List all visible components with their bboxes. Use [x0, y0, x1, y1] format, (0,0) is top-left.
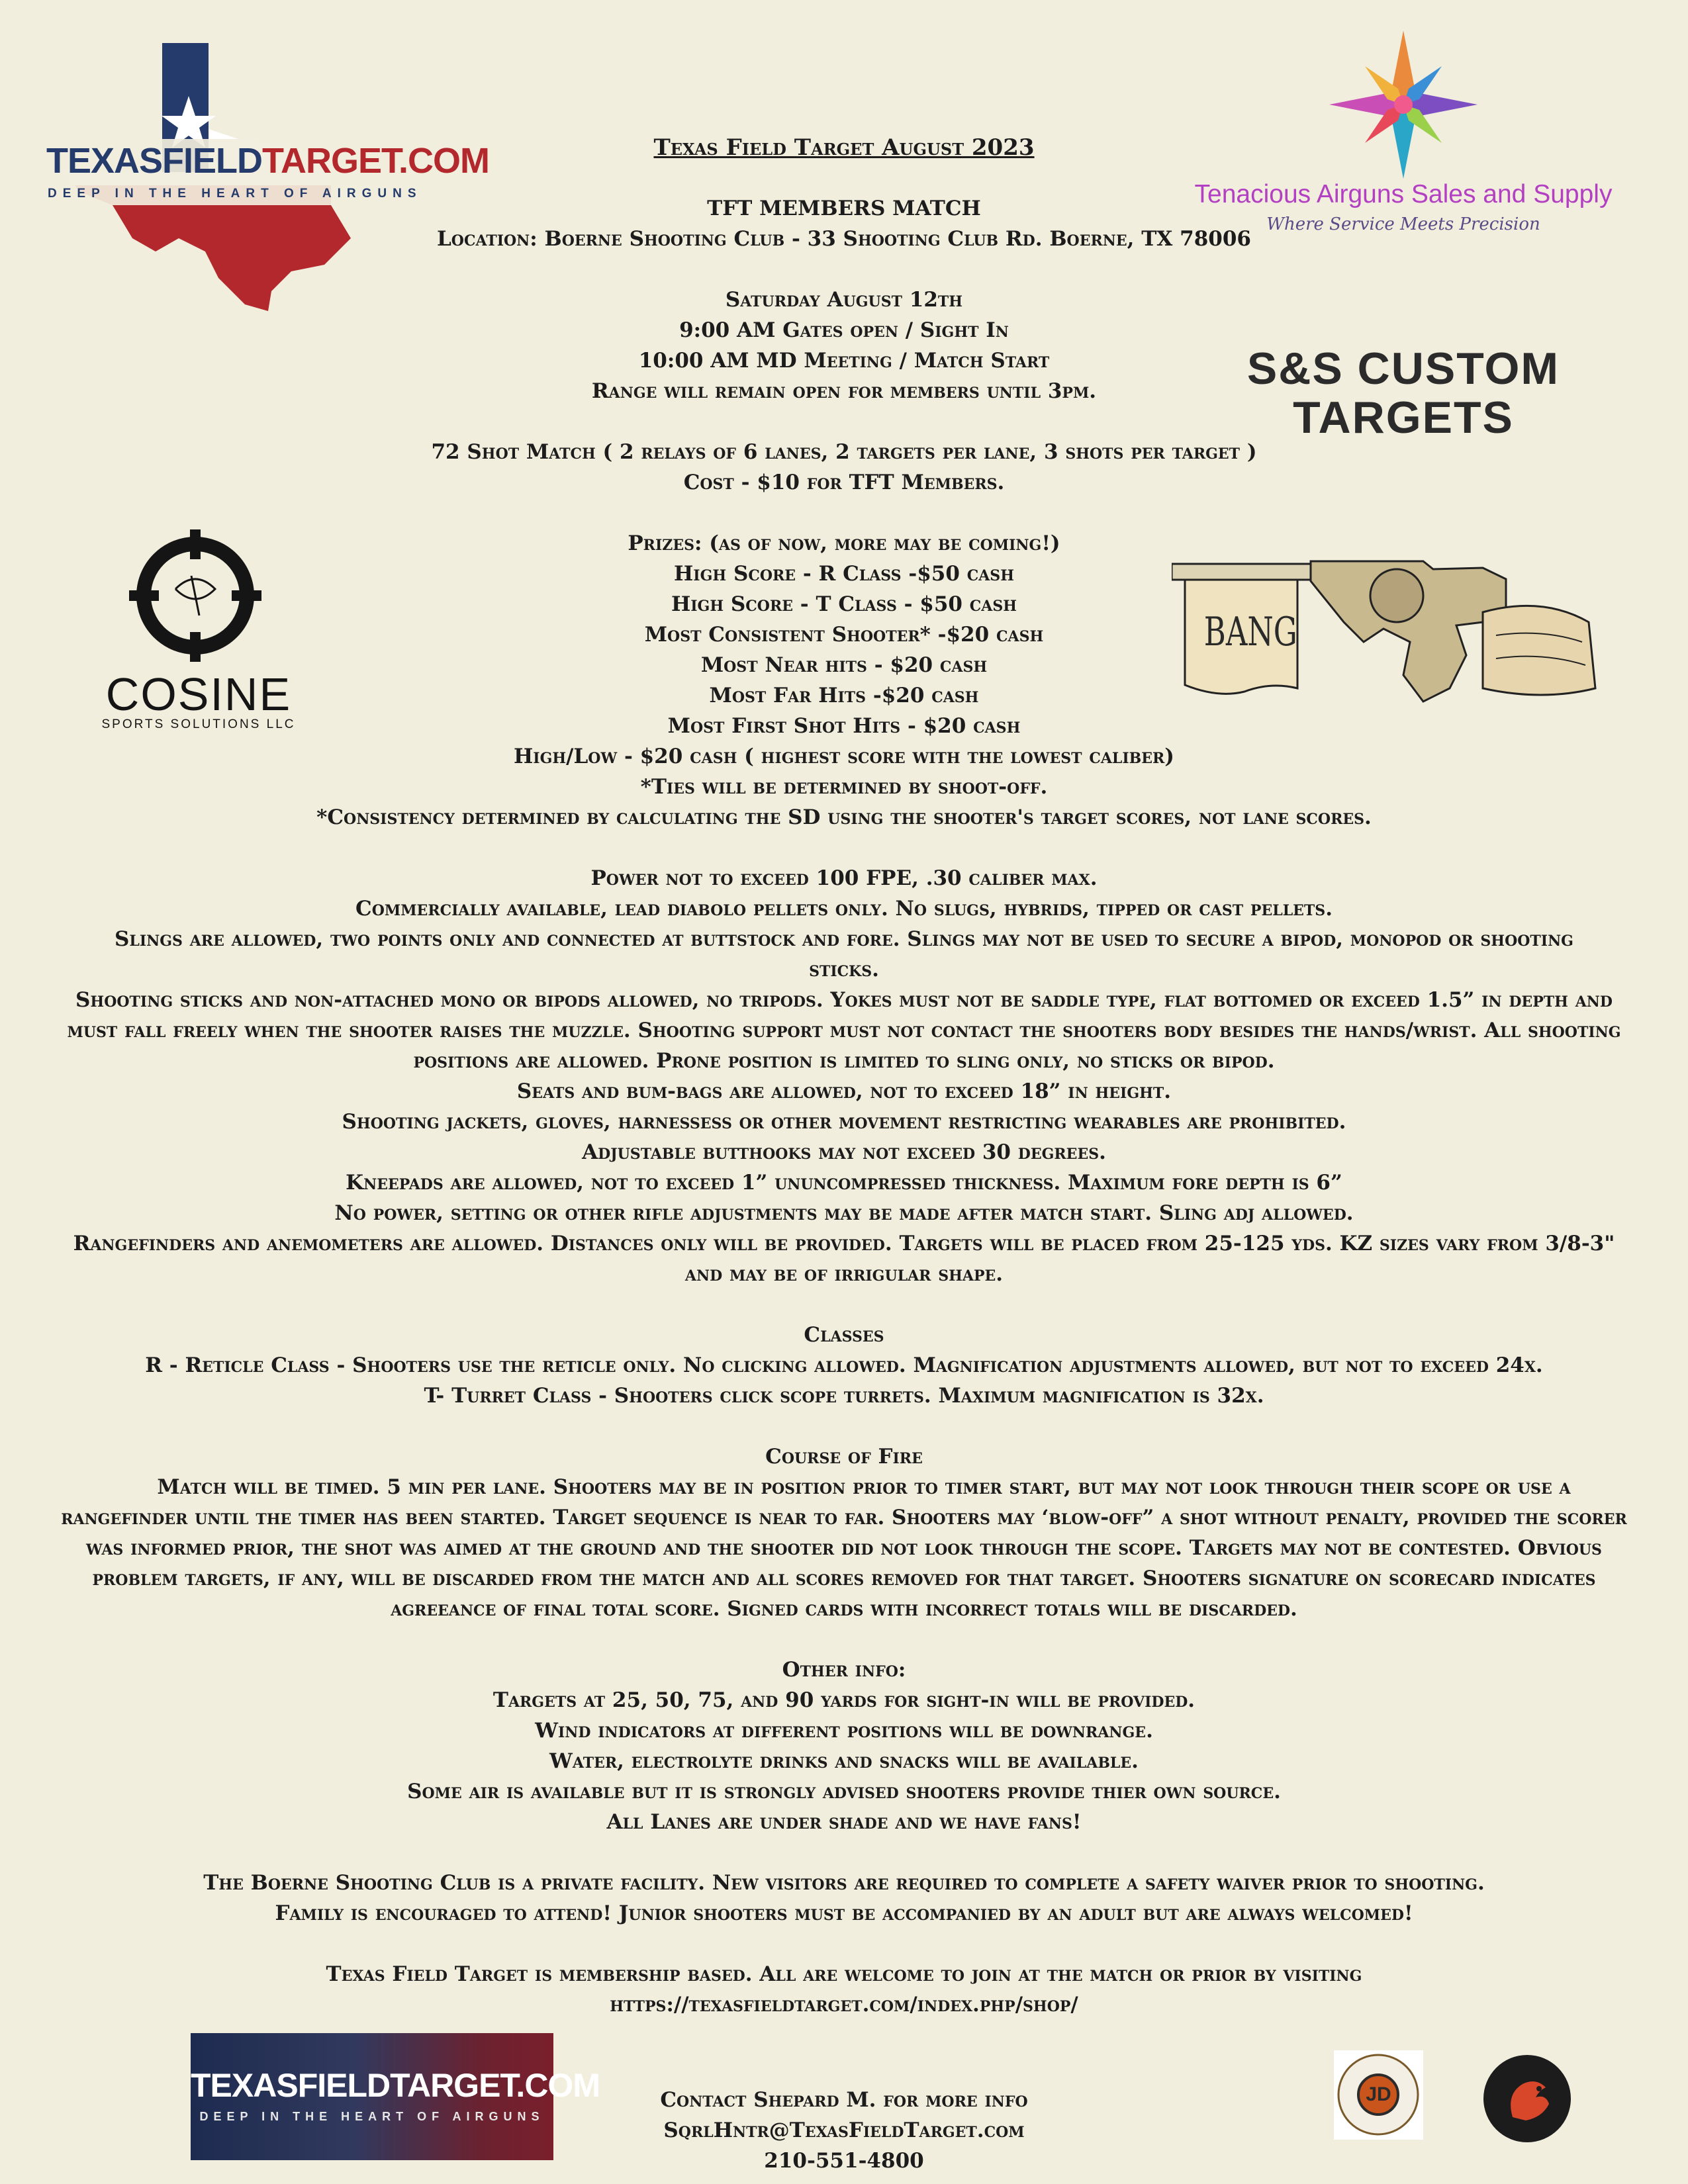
contact-phone: 210-551-4800 — [764, 2149, 924, 2173]
prizes-header: Prizes: (as of now, more may be coming!) — [628, 531, 1060, 555]
squirrel-logo — [1483, 2054, 1572, 2144]
rule-jackets: Shooting jackets, gloves, harnessess or other movement restricting wearables are prohibited. — [342, 1110, 1346, 1134]
cosine-name: COSINE — [105, 668, 292, 720]
class-r: R - Reticle Class - Shooters use the reticle only. No clicking allowed. Magnification adjustments allowed, but not to exceed 24x. — [145, 1353, 1543, 1377]
tft-bottom-name: TEXASFIELDTARGET.COM — [191, 2067, 600, 2104]
course-header: Course of Fire — [765, 1445, 923, 1469]
tft-bottom-tagline: DEEP IN THE HEART OF AIRGUNS — [199, 2110, 545, 2123]
other-item: Targets at 25, 50, 75, and 90 yards for sight-in will be provided. — [492, 1688, 1196, 1712]
membership-line: Texas Field Target is membership based. All are welcome to join at the match or prior by visiting — [326, 1962, 1362, 1986]
facility-line1: The Boerne Shooting Club is a private facility. New visitors are required to complete a safety waiver prior to shooting. — [203, 1871, 1485, 1895]
facility-line2: Family is encouraged to attend! Junior shooters must be accompanied by an adult but are always welcomed! — [275, 1901, 1413, 1925]
squirrel-icon — [1483, 2054, 1572, 2144]
prize-note-ties: *Ties will be determined by shoot-off. — [640, 775, 1048, 799]
rule-pellets: Commercially available, lead diabolo pellets only. No slugs, hybrids, tipped or cast pellets. — [355, 897, 1333, 921]
rule-adjustments: No power, setting or other rifle adjustments may be made after match start. Sling adj allowed. — [334, 1201, 1354, 1225]
match-cost: Cost - $10 for TFT Members. — [683, 471, 1005, 494]
tft-logo-name-part2: TARGET.COM — [262, 141, 490, 181]
event-title: Texas Field Target August 2023 — [653, 134, 1035, 161]
match-format: 72 Shot Match ( 2 relays of 6 lanes, 2 targets per lane, 3 shots per target ) — [431, 440, 1257, 464]
rule-seats: Seats and bum-bags are allowed, not to exceed 18” in height. — [516, 1079, 1172, 1103]
meeting-time: 10:00 AM MD Meeting / Match Start — [638, 349, 1050, 373]
ss-logo-line2: TARGETS — [1293, 392, 1514, 443]
classes-header: Classes — [804, 1323, 884, 1347]
cosine-tagline: SPORTS SOLUTIONS LLC — [101, 717, 296, 731]
match-name: TFT MEMBERS MATCH — [707, 197, 981, 220]
bang-flag-text: BANG — [1203, 609, 1297, 655]
tft-logo-name-part1: TEXASFIELD — [46, 141, 263, 181]
tenacious-name: Tenacious Airguns Sales and Supply — [1194, 180, 1613, 208]
contact-line: Contact Shepard M. for more info — [660, 2088, 1028, 2112]
class-t: T- Turret Class - Shooters click scope turrets. Maximum magnification is 32x. — [424, 1384, 1264, 1408]
tenacious-tagline: Where Service Meets Precision — [1266, 214, 1540, 234]
tft-logo-bottom — [191, 2033, 600, 2160]
tft-logo-tagline: DEEP IN THE HEART OF AIRGUNS — [48, 187, 422, 201]
other-header: Other info: — [782, 1658, 906, 1682]
prize-item: Most Far Hits -$20 cash — [709, 684, 979, 707]
other-item: Water, electrolyte drinks and snacks will be available. — [549, 1749, 1139, 1773]
prize-item: Most First Shot Hits - $20 cash — [667, 714, 1021, 738]
membership-url-link[interactable]: https://texasfieldtarget.com/index.php/shop/ — [610, 1993, 1078, 2017]
jd-custom-design-logo — [1334, 2050, 1423, 2140]
match-date: Saturday August 12th — [725, 288, 963, 312]
rule-kneepads: Kneepads are allowed, not to exceed 1” ununcompressed thickness. Maximum fore depth is 6” — [346, 1171, 1342, 1195]
jd-initials: JD — [1366, 2083, 1391, 2105]
other-item: All Lanes are under shade and we have fans! — [606, 1810, 1082, 1834]
prize-item: Most Near hits - $20 cash — [700, 653, 988, 677]
prize-note-consistency: *Consistency determined by calculating the SD using the shooter's target scores, not lane scores. — [316, 805, 1372, 829]
prize-item: High Score - R Class -$50 cash — [674, 562, 1014, 586]
course-text: Match will be timed. 5 min per lane. Shooters may be in position prior to timer start, but may not look through their scope or use a rangefinder until the timer has been started. Target sequence is near to far. Shooters may ‘blow-off” a shot without penalty, provided the scorer was informed prior, the shot was aimed at the ground and the shooter did not look through the scope. Targets may not be contested. Obvious problem targets, if any, will be discarded from the match and all scores removed for that target. Shooters signature on scorecard indicates agreeance of final total score. Signed cards with incorrect totals will be discarded. — [61, 1475, 1627, 1621]
other-item: Wind indicators at different positions will be downrange. — [535, 1719, 1153, 1743]
ss-logo-line1: S&S CUSTOM — [1246, 343, 1560, 394]
prize-item: Most Consistent Shooter* -$20 cash — [644, 623, 1044, 647]
prize-item: High Score - T Class - $50 cash — [671, 592, 1017, 616]
rule-sticks: Shooting sticks and non-attached mono or bipods allowed, no tripods. Yokes must not be saddle type, flat bottomed or exceed 1.5” in depth and must fall freely when the shooter raises the muzzle. Shooting support must not contact the shooters body besides the hands/wrist. All shooting positions are allowed. Prone position is limited to sling only, no sticks or bipod. — [67, 988, 1621, 1073]
contact-block — [576, 2085, 1112, 2176]
rule-rangefinders: Rangefinders and anemometers are allowed. Distances only will be provided. Targets will be placed from 25-125 yds. KZ sizes vary from 3/8-3" and may be of irrigular shape. — [73, 1232, 1615, 1286]
prize-item: High/Low - $20 cash ( highest score with the lowest caliber) — [514, 745, 1174, 768]
rule-butthooks: Adjustable butthooks may not exceed 30 degrees. — [582, 1140, 1106, 1164]
other-item: Some air is available but it is strongly advised shooters provide thier own source. — [407, 1780, 1281, 1803]
rule-power: Power not to exceed 100 FPE, .30 caliber max. — [590, 866, 1098, 890]
gates-time: 9:00 AM Gates open / Sight In — [679, 318, 1009, 342]
flyer-text — [0, 132, 1688, 2020]
location: Location: Boerne Shooting Club - 33 Shooting Club Rd. Boerne, TX 78006 — [437, 227, 1251, 251]
rule-slings: Slings are allowed, two points only and connected at buttstock and fore. Slings may not be used to secure a bipod, monopod or shooting sticks. — [115, 927, 1573, 981]
contact-email-link[interactable]: SqrlHntr@TexasFieldTarget.com — [663, 2118, 1025, 2142]
range-open: Range will remain open for members until 3pm. — [591, 379, 1097, 403]
